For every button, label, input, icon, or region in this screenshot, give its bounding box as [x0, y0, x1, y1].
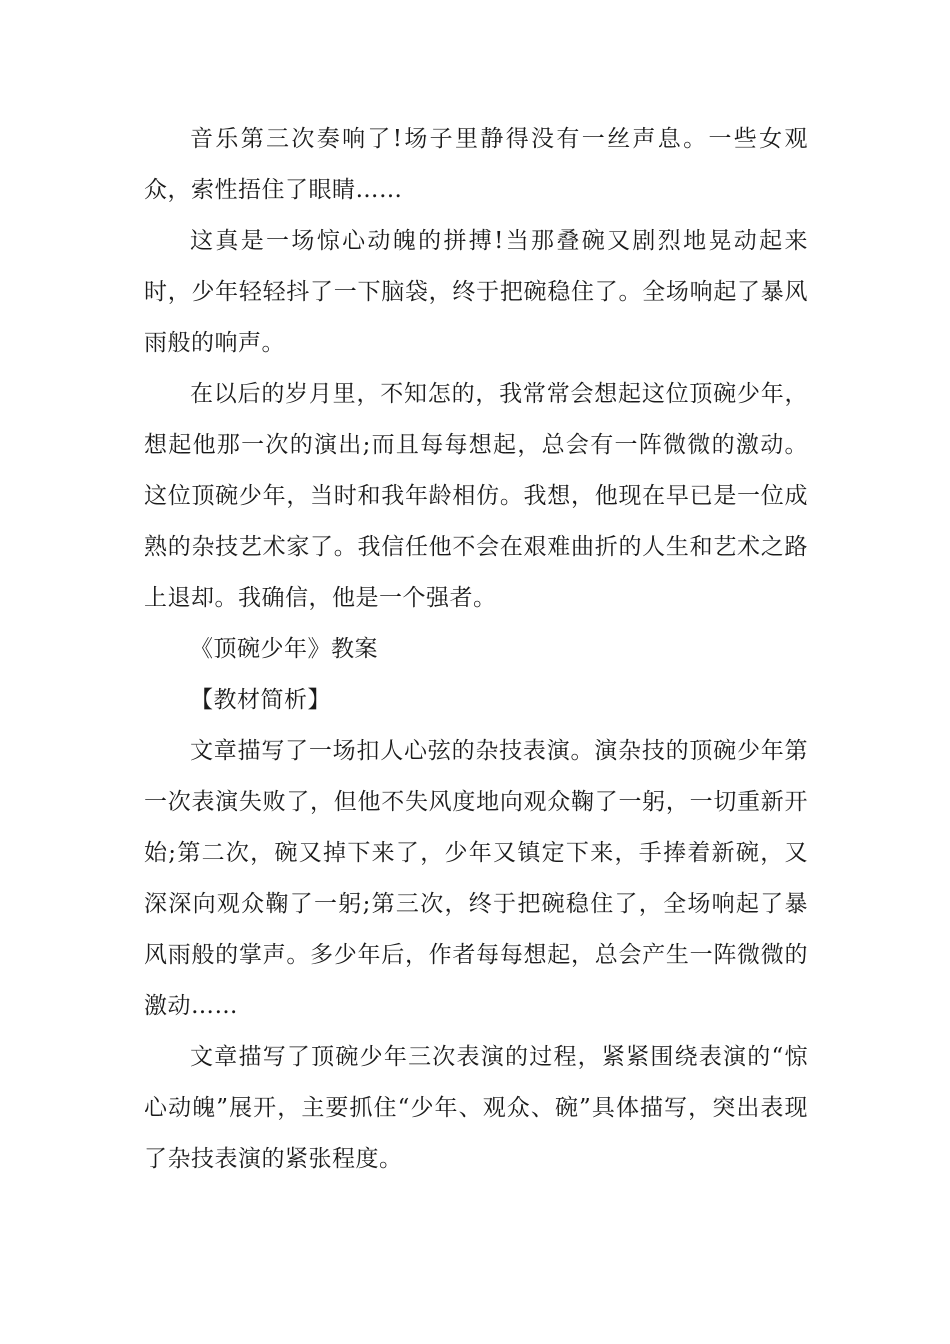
paragraph-music-third: 音乐第三次奏响了!场子里静得没有一丝声息。一些女观众，索性捂住了眼睛…… — [144, 126, 808, 203]
paragraph-struggle: 这真是一场惊心动魄的拼搏!当那叠碗又剧烈地晃动起来时，少年轻轻抖了一下脑袋，终于把碗稳住了。全场响起了暴风雨般的响声。 — [144, 228, 808, 356]
paragraph-analysis-focus: 文章描写了顶碗少年三次表演的过程，紧紧围绕表演的“惊心动魄”展开，主要抓住“少年、观众、碗”具体描写，突出表现了杂技表演的紧张程度。 — [144, 1044, 808, 1172]
section-heading: 【教材简析】 — [190, 687, 331, 713]
lesson-title: 《顶碗少年》教案 — [190, 636, 378, 662]
document-body — [144, 114, 808, 1185]
paragraph-analysis-summary: 文章描写了一场扣人心弦的杂技表演。演杂技的顶碗少年第一次表演失败了，但他不失风度地向观众鞠了一躬，一切重新开始;第二次，碗又掉下来了，少年又镇定下来，手捧着新碗，又深深向观众鞠了一躬;第三次，终于把碗稳住了，全场响起了暴风雨般的掌声。多少年后，作者每每想起，总会产生一阵微微的激动…… — [144, 738, 808, 1019]
paragraph-memory: 在以后的岁月里，不知怎的，我常常会想起这位顶碗少年，想起他那一次的演出;而且每每想起，总会有一阵微微的激动。这位顶碗少年，当时和我年龄相仿。我想，他现在早已是一位成熟的杂技艺术家了。我信任他不会在艰难曲折的人生和艺术之路上退却。我确信，他是一个强者。 — [144, 381, 808, 611]
